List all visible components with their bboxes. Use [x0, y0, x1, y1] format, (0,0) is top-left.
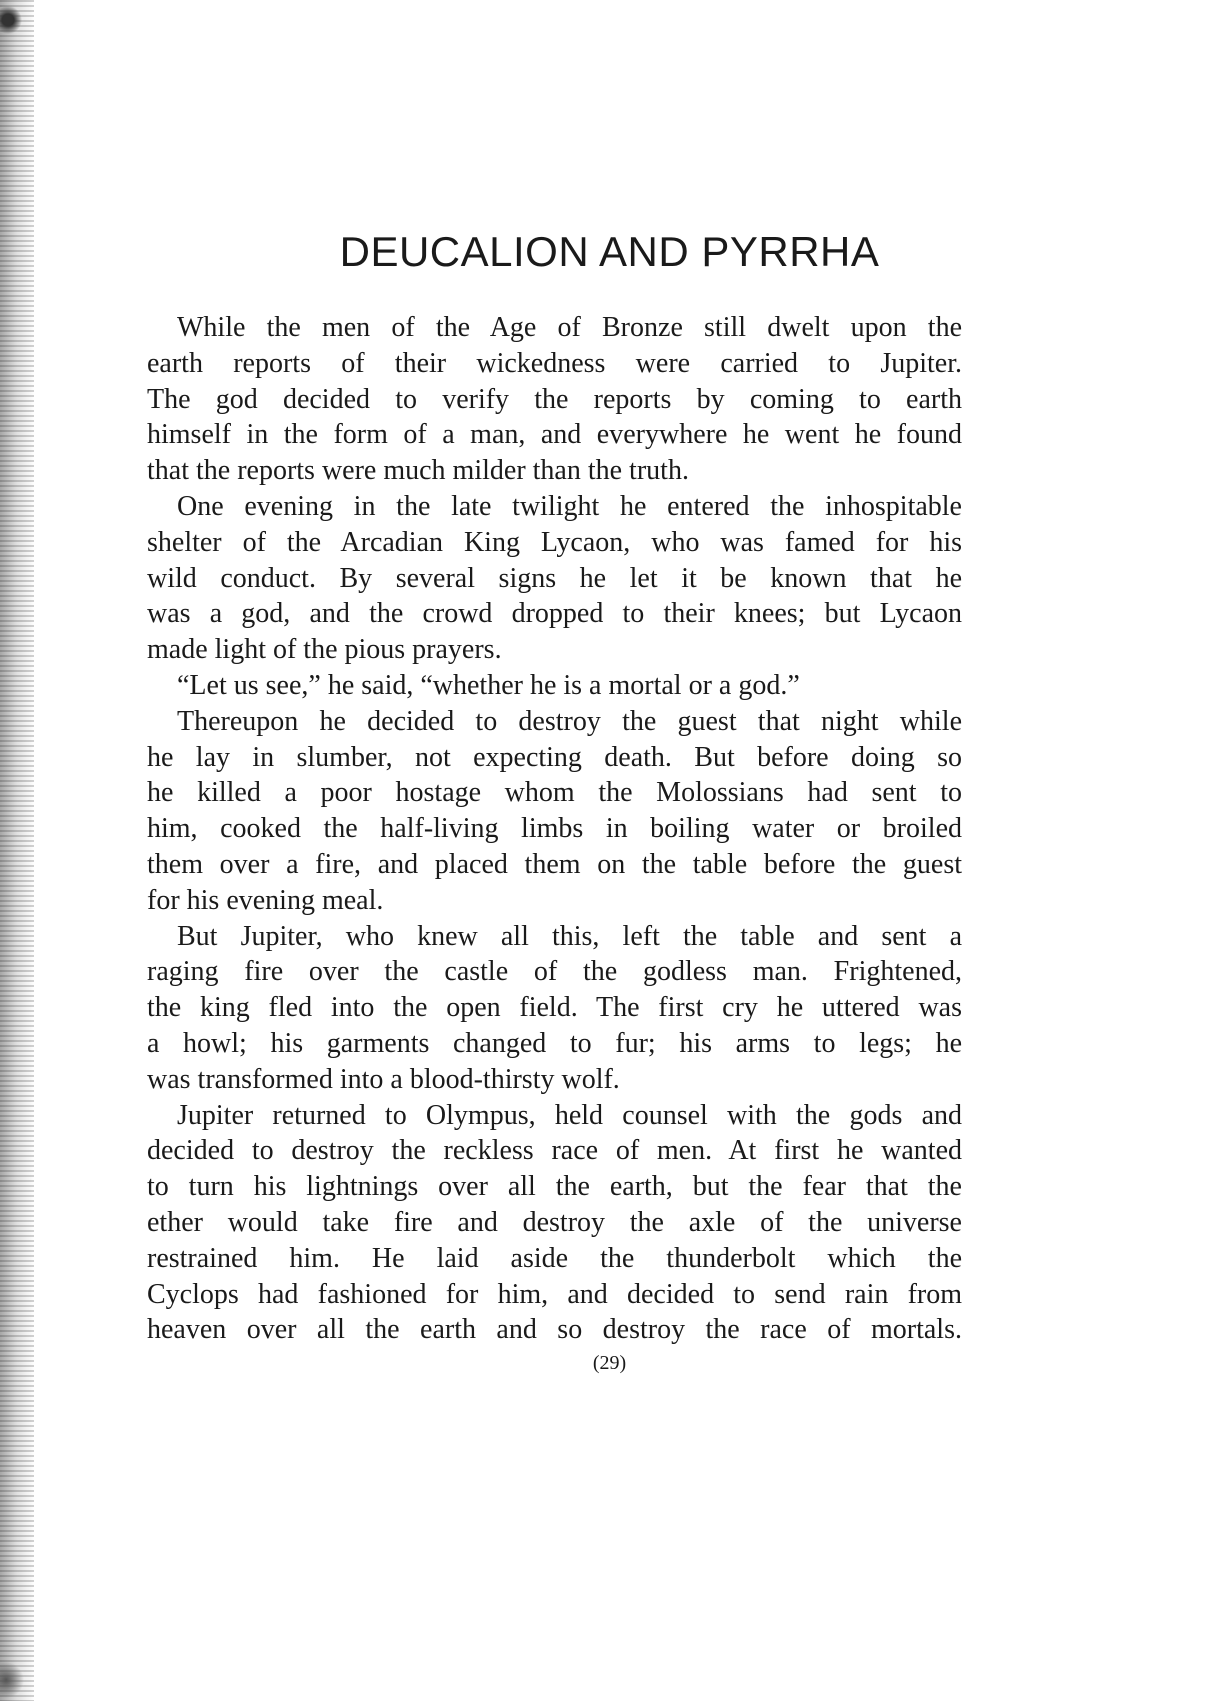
- paragraph: [147, 310, 962, 489]
- text-line: decided to destroy the reckless race of men. At first he wanted: [147, 1135, 962, 1167]
- text-line: raging fire over the castle of the godless man. Frightened,: [147, 956, 962, 988]
- text-line: to turn his lightnings over all the earth, but the fear that the: [147, 1171, 962, 1203]
- chapter-title: DEUCALION AND PYRRHA: [339, 228, 880, 275]
- paragraph: [147, 704, 962, 919]
- paragraph: [147, 668, 962, 704]
- text-line: Thereupon he decided to destroy the guest that night while: [177, 705, 962, 737]
- text-line: he killed a poor hostage whom the Molossians had sent to: [147, 777, 962, 809]
- text-line: shelter of the Arcadian King Lycaon, who was famed for his: [147, 526, 962, 558]
- text-line: One evening in the late twilight he entered the inhospitable: [177, 490, 962, 522]
- text-line: himself in the form of a man, and everywhere he went he found: [147, 419, 962, 451]
- paragraph: [147, 919, 962, 1098]
- body-text: [147, 310, 962, 1348]
- paragraph: [147, 489, 962, 668]
- text-line: for his evening meal.: [147, 884, 384, 916]
- text-line: restrained him. He laid aside the thunderbolt which the: [147, 1242, 962, 1274]
- text-line: While the men of the Age of Bronze still dwelt upon the: [177, 312, 962, 343]
- text-line: was transformed into a blood-thirsty wolf.: [147, 1063, 620, 1095]
- text-line: ether would take fire and destroy the axle of the universe: [147, 1206, 962, 1238]
- text-line: him, cooked the half-living limbs in boiling water or broiled: [147, 813, 962, 845]
- text-line: a howl; his garments changed to fur; his arms to legs; he: [147, 1027, 962, 1059]
- text-line: that the reports were much milder than the truth.: [147, 455, 689, 487]
- text-line: Cyclops had fashioned for him, and decided to send rain from: [147, 1278, 962, 1310]
- text-line: wild conduct. By several signs he let it be known that he: [147, 562, 962, 594]
- text-line: But Jupiter, who knew all this, left the table and sent a: [177, 920, 962, 952]
- text-line: heaven over all the earth and so destroy the race of mortals.: [147, 1314, 962, 1346]
- text-line: was a god, and the crowd dropped to their knees; but Lycaon: [147, 598, 962, 630]
- text-line: the king fled into the open field. The first cry he uttered was: [147, 992, 962, 1024]
- text-line: them over a fire, and placed them on the table before the guest: [147, 848, 962, 880]
- text-line: Jupiter returned to Olympus, held counsel with the gods and: [177, 1099, 962, 1131]
- text-line: made light of the pious prayers.: [147, 634, 502, 666]
- paragraph: [147, 1098, 962, 1349]
- text-line: The god decided to verify the reports by coming to earth: [147, 383, 962, 415]
- text-line: “Let us see,” he said, “whether he is a mortal or a god.”: [177, 669, 800, 701]
- text-line: earth reports of their wickedness were carried to Jupiter.: [147, 347, 962, 379]
- text-line: he lay in slumber, not expecting death. But before doing so: [147, 741, 962, 773]
- page-number: (29): [592, 1352, 627, 1374]
